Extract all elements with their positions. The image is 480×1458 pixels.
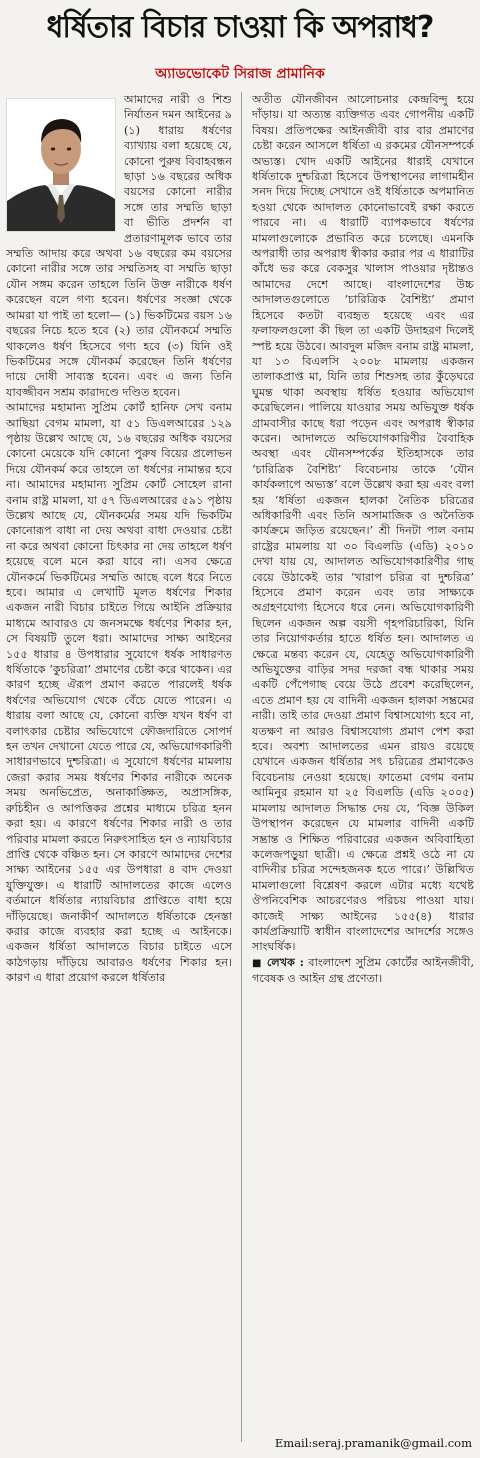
author-note-text: বাংলাদেশ সুপ্রিম কোর্টের আইনজীবী, গবেষক ও আইন গ্রন্থ প্রণেতা।: [252, 955, 474, 986]
column-divider: [241, 92, 242, 1442]
article-intro-paragraph: আমাদের নারী ও শিশু নির্যাতন দমন আইনের ৯ (১) ধারায় ধর্ষণের ব্যাখ্যায় বলা হয়েছে যে, কোনো পুরুষ বিবাহবন্ধন ছাড়া ১৬ বছরের অধিক বয়সের কোনো নারীর সঙ্গে তার সম্মতি ছাড়া বা ভীতি প্রদর্শন বা প্রতারণামূলক ভাবে তার সম্মতি আদায় করে অথবা ১৬ বছরের কম বয়সের কোনো নারীর সঙ্গে তার সম্মতিসহ বা সম্মতি ছাড়া যৌন সঙ্গম করেন তাহলে তিনি উক্ত নারীকে ধর্ষণ করেছেন বলে গণ্য হবেন। ধর্ষণের সংজ্ঞা থেকে আমরা যা পাই তা হলো— (১) ভিকটিমের বয়স ১৬ বছরের নিচে হতে হবে (২) তার যৌনকর্মে সম্মতি থাকলেও ধর্ষণ হিসেবে গণ্য হবে (৩) যিনি ওই ভিকটিমের সঙ্গে যৌনকর্ম করেছেন তিনি ধর্ষণের দায়ে দোষী সাব্যস্ত হবেন। এবং এ জন্য তিনি যাবজ্জীবন সশ্রম কারাদণ্ডে দণ্ডিত হবেন।: [6, 93, 232, 399]
right-column: [252, 92, 474, 1432]
square-bullet-icon: ■: [252, 957, 263, 969]
left-column: [6, 92, 232, 1432]
article-body-right: অতীত যৌনজীবন আলোচনার কেন্দ্রবিন্দু হয়ে দাঁড়ায়। যা অত্যন্ত ব্যক্তিগত এবং গোপনীয় একটি বিষয়। প্রতিপক্ষের আইনজীবী বার বার প্রমাণের চেষ্টা করেন আসলে ধর্ষিতা এ রকমের যৌনসম্পর্কে অভ্যস্ত। খোদ একটি আইনের ধারাই যেখানে ধর্ষিতাকে দুশ্চরিত্রা হিসেবে উপস্থাপনের লাগামহীন সনদ দিয়ে দিচ্ছে সেখানে ওই ধর্ষিতাকে অপমানিত হওয়া থেকে আদালত কোনোভাবেই রক্ষা করতে পারবে না। এ ধারাটি ব্যাপকভাবে ধর্ষণের মামলাগুলোকে প্রভাবিত করে চলেছে। এমনকি অপরাধী তার অপরাধ স্বীকার করার পর এ ধারাটির কাঁধে ভর করে বেকসুর খালাস পাওয়ার দৃষ্টান্তও আমাদের দেশে আছে। বাংলাদেশের উচ্চ আদালতগুলোতে ‘চারিত্রিক বৈশিষ্ট্য’ প্রমাণ হিসেবে কতটা ব্যবহৃত হয়েছে এবং এর ফলাফলগুলো কী ছিল তা একটি উদাহরণ দিলেই স্পষ্ট হয়ে উঠবে। আবদুল মজিদ বনাম রাষ্ট্র মামলা, যা ১৩ বিএলসি ২০০৮ মামলায় একজন তালাকপ্রাপ্ত মা, যিনি তার শিশুসহ তার কুঁড়েঘরে ঘুমন্ত থাকা অবস্থায় ধর্ষিত হওয়ার অভিযোগ করেছিলেন। পালিয়ে যাওয়ার সময় অভিযুক্ত ধর্ষক গ্রামবাসীর কাছে ধরা পড়েন এবং অপরাধ স্বীকার করেন। আদালতে অভিযোগকারিণীর বৈবাহিক অবস্থা এবং যৌনসম্পর্কের ইতিহাসকে তার ‘চারিত্রিক বৈশিষ্ট্য’ বিবেচনায় তাকে ‘যৌন কার্যকলাপে অভ্যস্ত’ বলে উল্লেখ করা হয় এবং বলা হয় ‘ধর্ষিতা একজন হালকা নৈতিক চরিত্রের অধিকারিণী এবং তিনি অসামাজিক ও অনৈতিক কার্যক্রমে জড়িত রয়েছেন।’ শ্রী দিনটা পাল বনাম রাষ্ট্রের মামলায় যা ৩০ বিএলডি (এডি) ২০১০ দেখা যায় যে, আদালত অভিযোগকারিণীর গাছ বেয়ে উঠাকেই তার ‘খারাপ চরিত্র বা দুশ্চরিত্র’ হিসেবে প্রমাণ করেন এবং তার সাক্ষ্যকে অগ্রহণযোগ্য হিসেবে ধরে নেন। অভিযোগকারিণী ছিলেন একজন অল্প বয়সী গৃহপরিচারিকা, যিনি তার নিয়োগকর্তার হাতে ধর্ষিত হন। আদালত এ ক্ষেত্রে মন্তব্য করেন যে, যেহেতু অভিযোগকারিণী অভিযুক্তের বাড়ির সদর দরজা বন্ধ থাকার সময় একটি পেঁপেগাছ বেয়ে উঠে প্রবেশ করেছিলেন, এতে প্রমাণ হয় যে বাদিনী একজন হালকা সম্ভ্রমের নারী। তাই তার দেওয়া প্রমাণ বিশ্বাসযোগ্য হবে না, যতক্ষণ না আরও বিশ্বাসযোগ্য প্রমাণ পেশ করা হবে। অবশ্য আদালতের এমন রায়ও রয়েছে যেখানে একজন ধর্ষিতার সৎ চরিত্রের প্রমাণকেও বিবেচনায় নেওয়া হয়েছে। ফাতেমা বেগম বনাম আমিনুর রহমান যা ২৫ বিএলডি (এডি ২০০৫) মামলায় আদালত সিদ্ধান্ত দেয় যে, ‘বিজ্ঞ উকিল উপস্থাপন করেছেন যে মামলার বাদিনী একটি সম্ভ্রান্ত ও শিক্ষিত পরিবারের একজন অবিবাহিতা কলেজপড়ুয়া ছাত্রী। এ ক্ষেত্রে প্রশ্নই ওঠে না যে বাদিনীর চরিত্র সন্দেহজনক হতে পারে।’ উল্লিখিত মামলাগুলো বিশ্লেষণ করলে এটার মধ্যে যথেষ্ট ঔপনিবেশিক আচরণেরও পরিচয় পাওয়া যায়। কাজেই সাক্ষ্য আইনের ১৫৫(৪) ধারার কার্যপ্রক্রিয়াটি স্বাধীন বাংলাদেশের আদর্শের সঙ্গেও সাংঘর্ষিক।: [252, 93, 474, 954]
author-note: [252, 955, 474, 987]
article-headline: ধর্ষিতার বিচার চাওয়া কি অপরাধ?: [46, 10, 434, 45]
article-byline: অ্যাডভোকেট সিরাজ প্রামানিক: [155, 66, 325, 82]
article-body-left: আমাদের মহামান্য সুপ্রিম কোর্ট হানিফ সেখ বনাম আছিয়া বেগম মামলা, যা ৫১ ডিএলআরের ১২৯ পৃষ্ঠায় উল্লেখ আছে যে, ১৬ বছরের অধিক বয়সের কোনো মেয়েকে যদি কোনো পুরুষ বিয়ের প্রলোভন দিয়ে যৌনকর্ম করে তাহলে তা ধর্ষণের নামান্তর হবে না। আমাদের মহামান্য সুপ্রিম কোর্ট সোহেল রানা বনাম রাষ্ট্র মামলা, যা ৫৭ ডিএলআরের ৫৯১ পৃষ্ঠায় উল্লেখ আছে যে, যৌনকর্মের সময় যদি ভিকটিম কোনোরূপ বাধা না দেয় অথবা বাধা দেওয়ার চেষ্টা না করে অথবা কোনো চিৎকার না দেয় তাহলে ধর্ষণ হয়েছে বলে মনে করা যাবে না। এসব ক্ষেত্রে যৌনকর্মে ভিকটিমের সম্মতি আছে বলে ধরে নিতে হবে। আমার এ লেখাটি মূলত ধর্ষণের শিকার একজন নারী বিচার চাইতে গিয়ে আইনি প্রক্রিয়ার মাধ্যমে আবারও যে জনসমক্ষে ধর্ষণের শিকার হন, সে বিষয়টি তুলে ধরা। আমাদের সাক্ষ্য আইনের ১৫৫ ধারার ৪ উপধারার সুযোগে ধর্ষক সাধারণত ধর্ষিতাকে ‘কুচরিত্রা’ প্রমাণের চেষ্টা করে থাকেন। এর কারণ হচ্ছে ঐরূপ প্রমাণ করতে পারলেই ধর্ষক ধর্ষণের অভিযোগ থেকে বেঁচে যেতে পারেন। এ ধারায় বলা আছে যে, কোনো ব্যক্তি যখন ধর্ষণ বা বলাৎকার চেষ্টার অভিযোগে ফৌজদারিতে সোপর্দ হন তখন দেখানো যেতে পারে যে, অভিযোগকারিণী সাধারণভাবে দুশ্চরিত্রা। এ সুযোগে ধর্ষণের মামলায় জেরা করার সময় ধর্ষণের শিকার নারীকে অনেক সময় অনভিপ্রেত, অনাকাঙ্ক্ষিত, অপ্রাসঙ্গিক, রুচিহীন ও আপত্তিকর প্রশ্নের মাধ্যমে চরিত্র হনন করা হয়। এ কারণে ধর্ষণের শিকার নারী ও তার পরিবার মামলা করতে নিরুৎসাহিত হন ও ন্যায়বিচার প্রাপ্তি থেকে বঞ্চিত হন। সে কারণে আমাদের দেশের সাক্ষ্য আইনের ১৫৫ এর উপধারা ৪ বাদ দেওয়া যুক্তিযুক্ত। এ ধারাটি আদালতের কাজে এলেও বর্তমানে ধর্ষিতার ন্যায়বিচার প্রাপ্তিতে বাধা হয়ে দাঁড়িয়েছে। জনাকীর্ণ আদালতে ধর্ষিতাকে হেনস্তা করার কাজে ব্যবহার করা হচ্ছে এ আইনকে। একজন ধর্ষিতা আদালতে বিচার চাইতে এসে কাঠগড়ায় দাঁড়িয়ে আবারও ধর্ষণের শিকার হন। কারণ এ ধারা প্রয়োগ করলে ধর্ষিতার: [6, 401, 232, 985]
author-note-label: লেখক :: [266, 954, 304, 969]
author-photo: [6, 98, 116, 232]
author-email: Email:seraj.pramanik@gmail.com: [274, 1436, 472, 1450]
